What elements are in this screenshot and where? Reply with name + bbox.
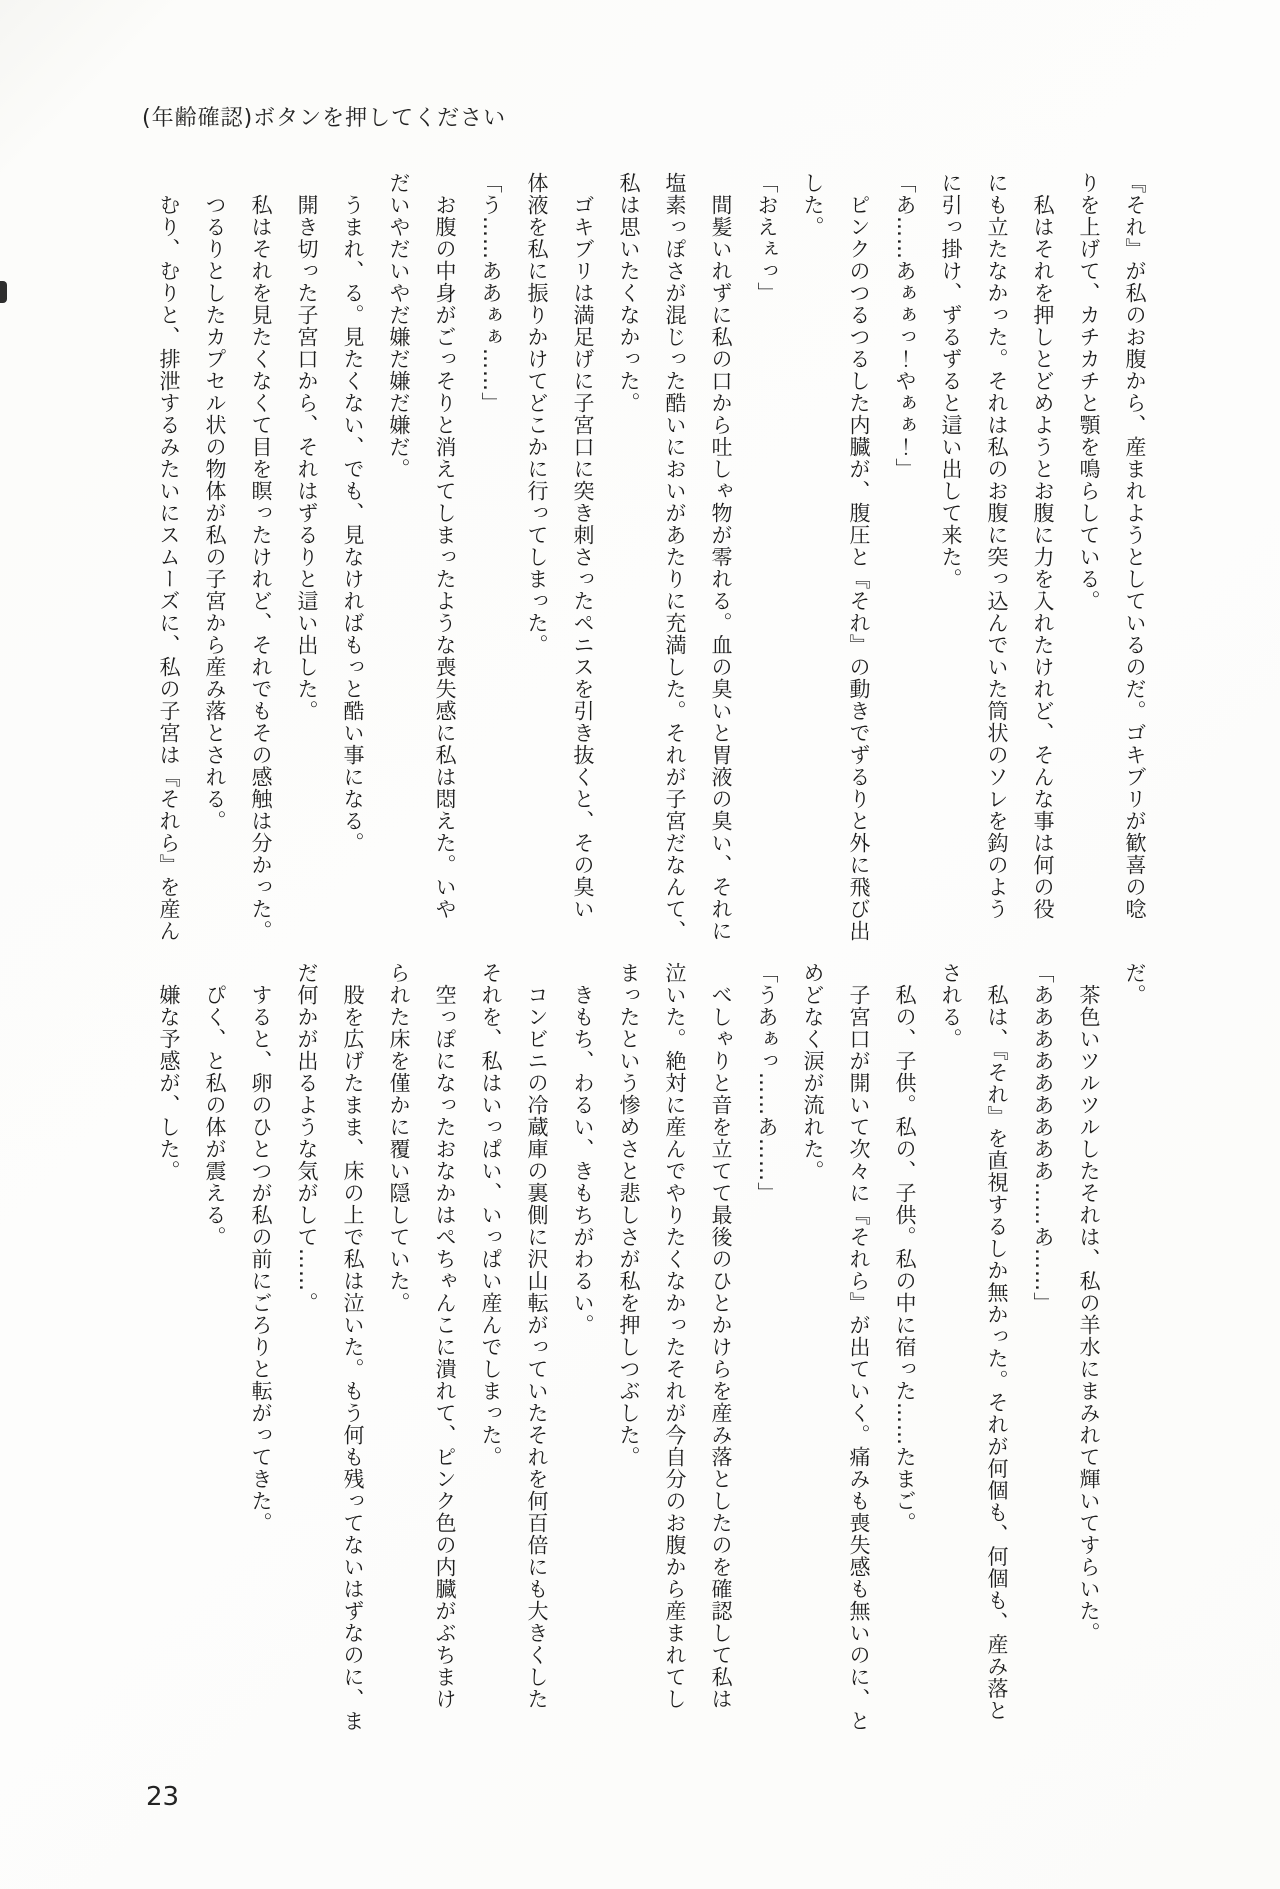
- text-line: ぴく、と私の体が震える。: [203, 962, 227, 1248]
- text-line: 子宮口が開いて次々に『それら』が出ていく。痛みも喪失感も無いのに、と: [847, 962, 871, 1732]
- text-line: にも立たなかった。それは私のお腹に突っ込んでいた筒状のソレを鈎のよう: [985, 172, 1009, 920]
- text-line: 体液を私に振りかけてどこかに行ってしまった。: [525, 172, 549, 656]
- text-line: 間髪いれずに私の口から吐しゃ物が零れる。血の臭いと胃液の臭い、それに: [709, 172, 733, 942]
- age-confirmation-note: (年齢確認)ボタンを押してください: [142, 106, 507, 131]
- text-line: だ。: [1123, 962, 1147, 1006]
- text-line: きもち、わるい、きもちがわるい。: [571, 962, 595, 1336]
- text-line: 「あ……あぁぁっ！やぁぁ！」: [893, 172, 917, 480]
- scan-artifact: [0, 281, 7, 303]
- text-line: 塩素っぽさが混じった酷いにおいがあたりに充満した。それが子宮だなんて、: [663, 172, 687, 942]
- text-line: 嫌な予感が、した。: [157, 962, 181, 1182]
- text-line: うまれ、る。見たくない、でも、見なければもっと酷い事になる。: [341, 172, 365, 854]
- text-line: 「おえぇっ」: [755, 172, 779, 304]
- text-line: むり、むりと、排泄するみたいにスムーズに、私の子宮は『それら』を産ん: [157, 172, 181, 942]
- text-block-upper: [144, 172, 1158, 942]
- text-line: 「うあぁっ……あ……」: [755, 962, 779, 1204]
- text-line: 「あああああああああ……あ……」: [1031, 962, 1055, 1314]
- text-line: した。: [801, 172, 825, 238]
- text-line: 私の、子供。私の、子供。私の中に宿った……たまご。: [893, 962, 917, 1534]
- text-line: つるりとしたカプセル状の物体が私の子宮から産み落とされる。: [203, 172, 227, 832]
- text-line: だいやだいやだ嫌だ嫌だ嫌だ。: [387, 172, 411, 480]
- text-line: ゴキブリは満足げに子宮口に突き刺さったペニスを引き抜くと、その臭い: [571, 172, 595, 920]
- text-line: 開き切った子宮口から、それはずるりと這い出した。: [295, 172, 319, 722]
- page-number: 23: [146, 1782, 180, 1812]
- text-line: される。: [939, 962, 963, 1050]
- text-line: 私は思いたくなかった。: [617, 172, 641, 414]
- text-line: 私は、『それ』を直視するしか無かった。それが何個も、何個も、産み落と: [985, 962, 1009, 1722]
- text-line: 泣いた。絶対に産んでやりたくなかったそれが今自分のお腹から産まれてし: [663, 962, 687, 1710]
- text-line: それを、私はいっぱい、いっぱい産んでしまった。: [479, 962, 503, 1468]
- text-line: ピンクのつるつるした内臓が、腹圧と『それ』の動きでずるりと外に飛び出: [847, 172, 871, 942]
- text-line: られた床を僅かに覆い隠していた。: [387, 962, 411, 1314]
- text-line: まったという惨めさと悲しさが私を押しつぶした。: [617, 962, 641, 1468]
- text-block-lower: [144, 962, 1158, 1732]
- text-line: 茶色いツルツルしたそれは、私の羊水にまみれて輝いてすらいた。: [1077, 962, 1101, 1644]
- text-line: コンビニの冷蔵庫の裏側に沢山転がっていたそれを何百倍にも大きくした: [525, 962, 549, 1710]
- text-line: めどなく涙が流れた。: [801, 962, 825, 1182]
- text-line: すると、卵のひとつが私の前にごろりと転がってきた。: [249, 962, 273, 1534]
- text-line: お腹の中身がごっそりと消えてしまったような喪失感に私は悶えた。いや: [433, 172, 457, 920]
- text-line: 私はそれを押しとどめようとお腹に力を入れたけれど、そんな事は何の役: [1031, 172, 1055, 920]
- text-line: 私はそれを見たくなくて目を瞑ったけれど、それでもその感触は分かった。: [249, 172, 273, 942]
- text-line: 股を広げたまま、床の上で私は泣いた。もう何も残ってないはずなのに、ま: [341, 962, 365, 1732]
- text-line: 『それ』が私のお腹から、産まれようとしているのだ。ゴキブリが歓喜の唸: [1123, 172, 1147, 920]
- text-line: 「う……ああぁぁ……」: [479, 172, 503, 414]
- text-line: 空っぽになったおなかはぺちゃんこに潰れて、ピンク色の内臓がぶちまけ: [433, 962, 457, 1710]
- text-line: に引っ掛け、ずるずると這い出して来た。: [939, 172, 963, 590]
- text-line: りを上げて、カチカチと顎を鳴らしている。: [1077, 172, 1101, 612]
- text-line: べしゃりと音を立てて最後のひとかけらを産み落としたのを確認して私は: [709, 962, 733, 1710]
- text-line: だ何かが出るような気がして……。: [295, 962, 319, 1314]
